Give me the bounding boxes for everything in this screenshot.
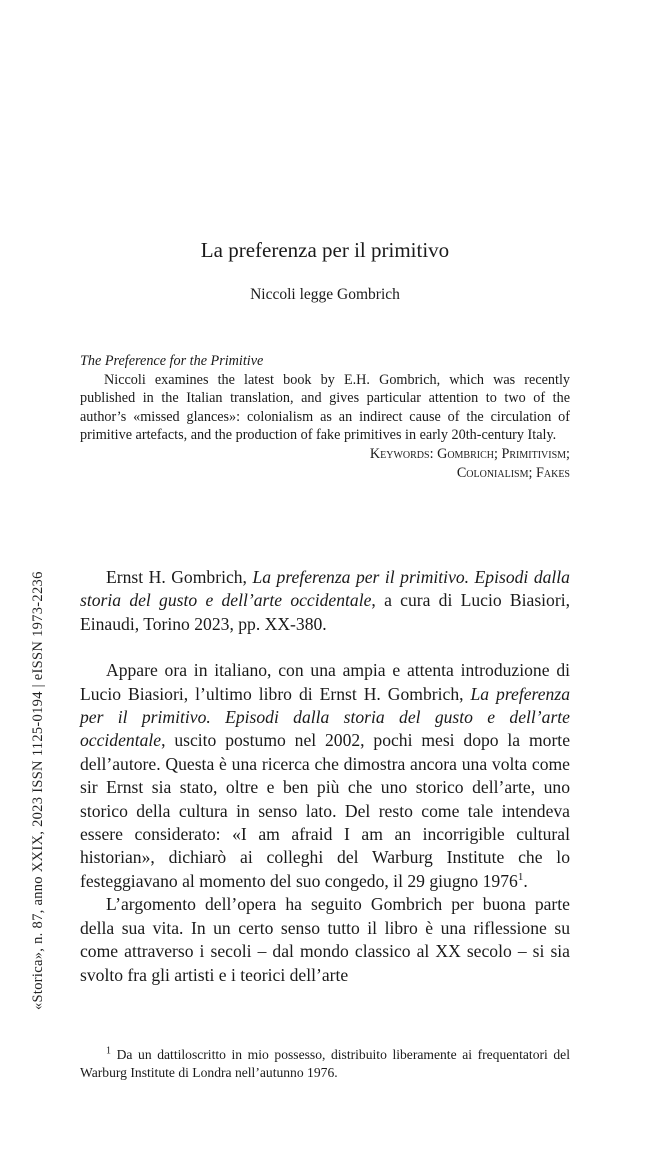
paragraph-1-text-c: .: [523, 870, 528, 891]
body-paragraph-2: L’argomento dell’opera ha seguito Gombrich per buona parte della sua vita. In un certo senso tutto il libro è una riflessione su come attraverso i secoli – dal mondo classico al XX secolo – si sia svolto fra gli artisti e i teorici dell’arte: [80, 894, 570, 985]
abstract-body: Niccoli examines the latest book by E.H. Gombrich, which was recently published in the Italian translation, and gives particular attention to two of the author’s «missed glances»: colonialism as an indirect cause of the circulation of primitive artefacts, and the production of fake primitives in early 20th-century Italy.: [80, 371, 570, 444]
abstract-title: The Preference for the Primitive: [80, 353, 264, 369]
footnote-number: 1: [106, 1045, 111, 1057]
article-subtitle: Niccoli legge Gombrich: [250, 286, 400, 303]
paragraph-1-text-a: Appare ora in italiano, con una ampia e attenta introduzione di Lucio Biasiori, l’ultimo libro di Ernst H. Gombrich,: [80, 660, 570, 704]
article-title: La preferenza per il primitivo: [200, 238, 450, 262]
keywords-list-1: Gombrich; Primitivism;: [437, 445, 570, 462]
journal-citation-sidebar: «Storica», n. 87, anno XXIX, 2023 ISSN 1125-0194 | eISSN 1973-2236: [30, 571, 46, 1010]
reference-details: , a cura di Lucio Biasiori, Einaudi, Torino 2023, pp. XX-380.: [80, 590, 570, 634]
reference-title: La preferenza per il primitivo. Episodi dalla storia del gusto e dell’arte occidentale: [80, 567, 570, 611]
body-paragraph-1: [80, 659, 570, 893]
abstract-block: [80, 352, 570, 482]
book-reference: [80, 566, 570, 636]
keywords-line-2: [80, 464, 570, 483]
keywords-list-2: Colonialism; Fakes: [456, 464, 570, 481]
main-text: [80, 566, 570, 987]
keywords-label: Keywords:: [369, 445, 434, 462]
keywords-line-1: [80, 445, 570, 464]
paragraph-1-text-b: , uscito postumo nel 2002, pochi mesi dopo la morte dell’autore. Questa è una ricerca che dimostra ancora una volta come sir Ernst sia stato, oltre e ben più che uno storico dell’arte, uno storico della cultura in senso lato. Del resto come tale intendeva essere considerato: «I am afraid I am an incorrigible cultural historian», dichiarò ai colleghi del Warburg Institute che lo festeggiavano al momento del suo congedo, il 29 giugno 1976: [80, 730, 570, 891]
reference-author: Ernst H. Gombrich,: [106, 567, 253, 587]
footnote-text: Da un dattiloscritto in mio possesso, distribuito liberamente ai frequentatori del Warburg Institute di Londra nell’autunno 1976.: [80, 1047, 570, 1080]
footnote-reference[interactable]: 1: [517, 871, 524, 884]
paragraph-1-book-title: La preferenza per il primitivo. Episodi dalla storia del gusto e dell’arte occidentale: [80, 683, 570, 751]
footnote: [80, 1046, 570, 1082]
